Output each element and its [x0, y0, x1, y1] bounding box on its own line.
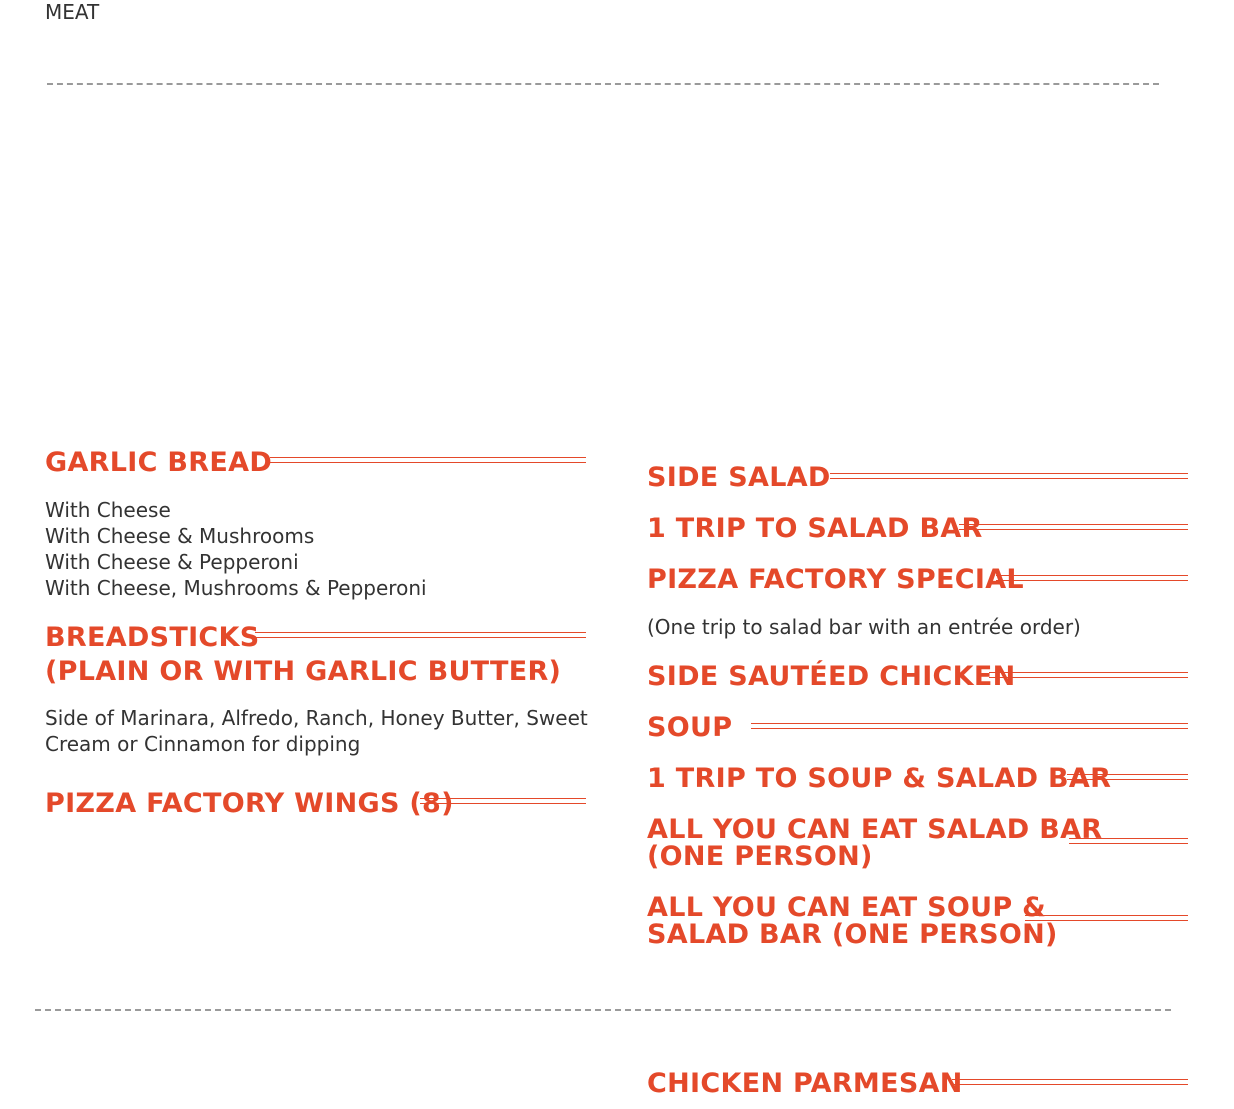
menu-item-title-soup: SOUP	[647, 712, 733, 743]
menu-item-title-all-you-can-eat-soup-salad: ALL YOU CAN EAT SOUP &	[647, 892, 1046, 923]
title-rule	[420, 798, 586, 804]
title-rule	[952, 1079, 1188, 1085]
menu-item-title-chicken-parmesan: CHICKEN PARMESAN	[647, 1068, 963, 1099]
title-rule	[959, 524, 1188, 530]
section-label-meat: MEAT	[45, 0, 100, 24]
title-rule	[1069, 838, 1188, 844]
menu-item-title-side-salad: SIDE SALAD	[647, 462, 831, 493]
section-divider	[35, 1009, 1171, 1011]
garlic-bread-option: With Cheese	[45, 498, 171, 522]
breadsticks-description: Side of Marinara, Alfredo, Ranch, Honey Butter, Sweet	[45, 706, 588, 730]
menu-item-subtitle-breadsticks: (PLAIN OR WITH GARLIC BUTTER)	[45, 656, 562, 687]
menu-item-title-soup-salad-trip: 1 TRIP TO SOUP & SALAD BAR	[647, 763, 1112, 794]
section-divider	[47, 83, 1159, 85]
garlic-bread-option: With Cheese, Mushrooms & Pepperoni	[45, 576, 427, 600]
special-note: (One trip to salad bar with an entrée order)	[647, 615, 1081, 639]
menu-item-title-side-sauteed-chicken: SIDE SAUTÉED CHICKEN	[647, 661, 1016, 692]
menu-item-title-salad-bar-trip: 1 TRIP TO SALAD BAR	[647, 513, 983, 544]
menu-item-title-all-you-can-eat-salad: ALL YOU CAN EAT SALAD BAR	[647, 814, 1103, 845]
menu-item-title-garlic-bread: GARLIC BREAD	[45, 447, 273, 478]
menu-item-subtitle-all-you-can-eat-salad: (ONE PERSON)	[647, 841, 873, 872]
menu-item-title-pizza-factory-special: PIZZA FACTORY SPECIAL	[647, 564, 1024, 595]
title-rule	[255, 632, 586, 638]
garlic-bread-option: With Cheese & Mushrooms	[45, 524, 315, 548]
title-rule	[996, 575, 1188, 581]
title-rule	[270, 457, 586, 463]
title-rule	[1025, 915, 1188, 921]
menu-item-subtitle-all-you-can-eat-soup-salad: SALAD BAR (ONE PERSON)	[647, 919, 1058, 950]
title-rule	[751, 723, 1188, 729]
menu-item-title-wings: PIZZA FACTORY WINGS (8)	[45, 788, 454, 819]
title-rule	[989, 672, 1188, 678]
garlic-bread-option: With Cheese & Pepperoni	[45, 550, 299, 574]
title-rule	[830, 473, 1188, 479]
title-rule	[1067, 774, 1188, 780]
breadsticks-description: Cream or Cinnamon for dipping	[45, 732, 361, 756]
menu-item-title-breadsticks: BREADSTICKS	[45, 622, 260, 653]
